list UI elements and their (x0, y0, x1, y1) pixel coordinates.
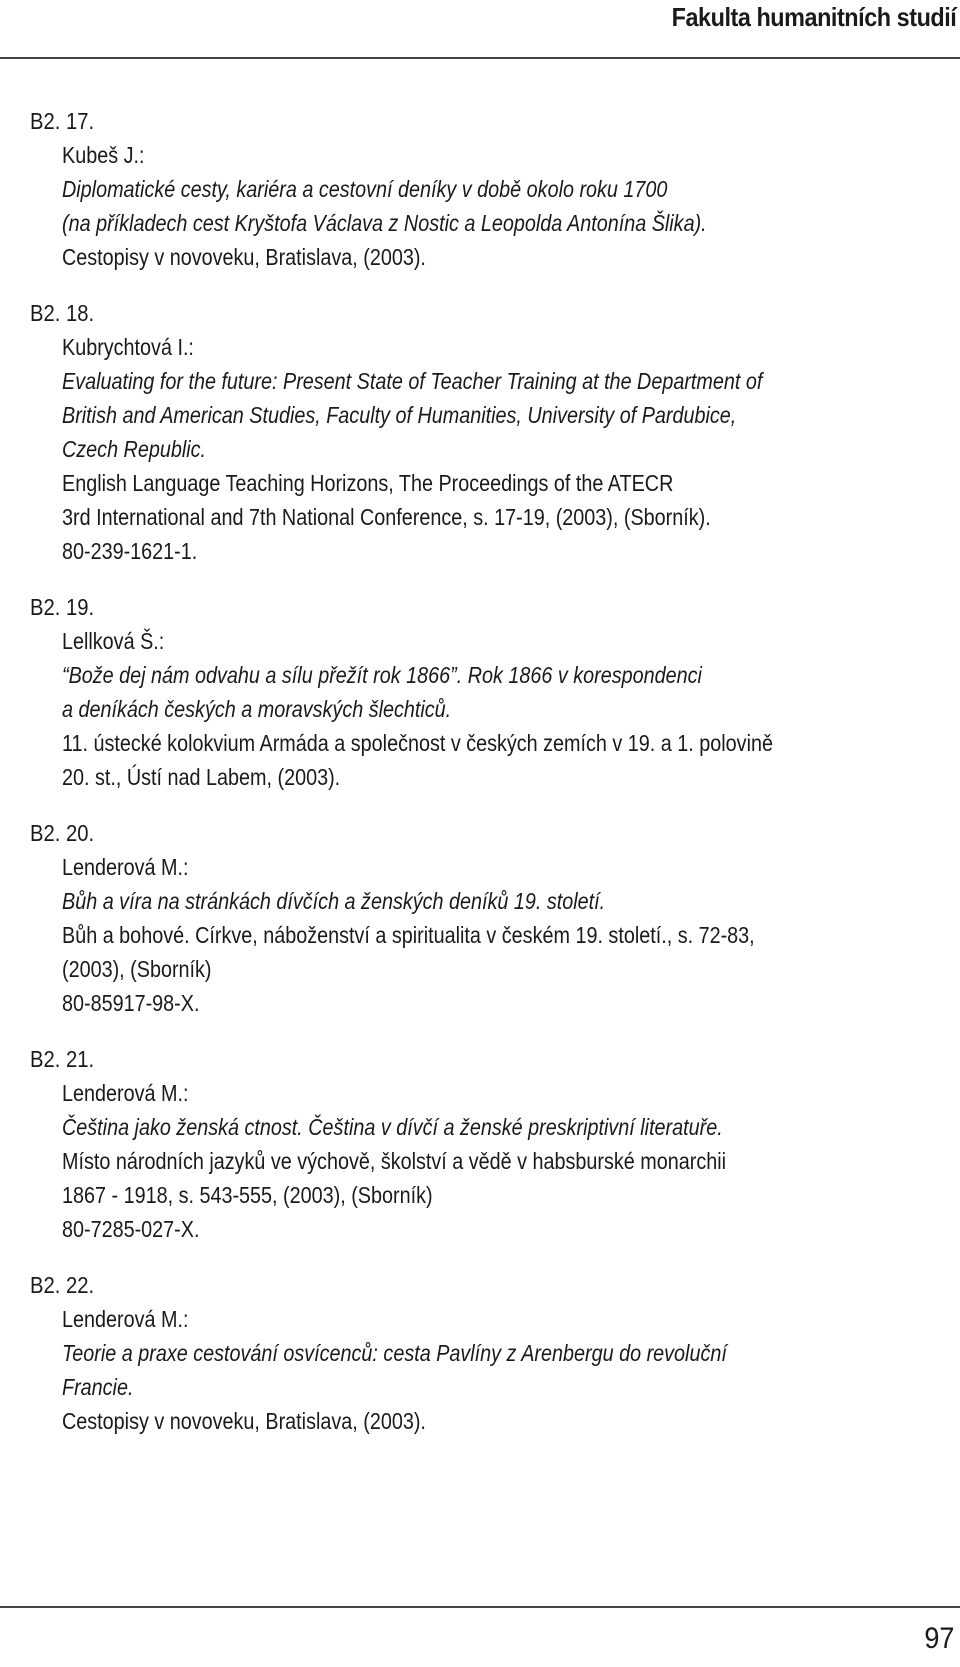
entry-source-line: 1867 - 1918, s. 543-555, (2003), (Sborník) (62, 1182, 433, 1208)
entry-title-line: Čeština jako ženská ctnost. Čeština v dívčí a ženské preskriptivní literatuře. (62, 1114, 723, 1140)
entry-source-line: 11. ústecké kolokvium Armáda a společnost v českých zemích v 19. a 1. polovině (62, 730, 773, 756)
entry-id: B2. 22. (30, 1272, 95, 1298)
entry-source-line: 20. st., Ústí nad Labem, (2003). (62, 764, 341, 790)
entry-author: Kubeš J.: (62, 142, 145, 168)
entry-author: Lenderová M.: (62, 854, 189, 880)
entry-source-line: Cestopisy v novoveku, Bratislava, (2003). (62, 244, 426, 270)
bibliography-entry (30, 1268, 950, 1438)
entry-title-line: Evaluating for the future: Present State of Teacher Training at the Department of (62, 368, 763, 394)
entry-title-line: Teorie a praxe cestování osvícenců: cesta Pavlíny z Arenbergu do revoluční (62, 1340, 727, 1366)
bibliography-entry (30, 296, 950, 568)
bibliography-entry (30, 1042, 950, 1246)
entry-source-line: 80-85917-98-X. (62, 990, 200, 1016)
entry-body (62, 1076, 950, 1246)
entry-id: B2. 20. (30, 820, 95, 846)
footer-rule (0, 1606, 960, 1608)
bibliography-entry (30, 104, 950, 274)
entry-source-line: 3rd International and 7th National Conference, s. 17-19, (2003), (Sborník). (62, 504, 711, 530)
entry-title-line: Diplomatické cesty, kariéra a cestovní deníky v době okolo roku 1700 (62, 176, 668, 202)
entry-source-line: English Language Teaching Horizons, The Proceedings of the ATECR (62, 470, 674, 496)
entry-id: B2. 19. (30, 594, 95, 620)
entry-body (62, 1302, 950, 1438)
entry-source-line: Místo národních jazyků ve výchově, školství a vědě v habsburské monarchii (62, 1148, 727, 1174)
header-rule (0, 57, 960, 59)
entry-title-line: Bůh a víra na stránkách dívčích a ženských deníků 19. století. (62, 888, 606, 914)
page-number: 97 (923, 1622, 954, 1655)
entry-author: Lellková Š.: (62, 628, 165, 654)
entry-body (62, 138, 950, 274)
entry-title-line: a deníkách českých a moravských šlechticů. (62, 696, 452, 722)
entry-source-line: Cestopisy v novoveku, Bratislava, (2003). (62, 1408, 426, 1434)
entry-body (62, 330, 950, 568)
entry-title-line: British and American Studies, Faculty of Humanities, University of Pardubice, (62, 402, 737, 428)
entry-id: B2. 18. (30, 300, 95, 326)
entry-source-line: 80-239-1621-1. (62, 538, 198, 564)
entry-author: Kubrychtová I.: (62, 334, 194, 360)
entry-title-line: Czech Republic. (62, 436, 207, 462)
entry-title-line: Francie. (62, 1374, 134, 1400)
entry-id: B2. 21. (30, 1046, 95, 1072)
entry-source-line: 80-7285-027-X. (62, 1216, 200, 1242)
entry-body (62, 624, 950, 794)
entry-author: Lenderová M.: (62, 1080, 189, 1106)
bibliography-entry (30, 816, 950, 1020)
entry-id: B2. 17. (30, 108, 95, 134)
entry-source-line: (2003), (Sborník) (62, 956, 212, 982)
header-title: Fakulta humanitních studií (671, 2, 956, 32)
bibliography-list (30, 104, 950, 1460)
entry-title-line: “Bože dej nám odvahu a sílu přežít rok 1866”. Rok 1866 v korespondenci (62, 662, 702, 688)
entry-body (62, 850, 950, 1020)
entry-source-line: Bůh a bohové. Církve, náboženství a spiritualita v českém 19. století., s. 72-83, (62, 922, 755, 948)
entry-title-line: (na příkladech cest Kryštofa Václava z Nostic a Leopolda Antonína Šlika). (62, 210, 707, 236)
bibliography-entry (30, 590, 950, 794)
entry-author: Lenderová M.: (62, 1306, 189, 1332)
